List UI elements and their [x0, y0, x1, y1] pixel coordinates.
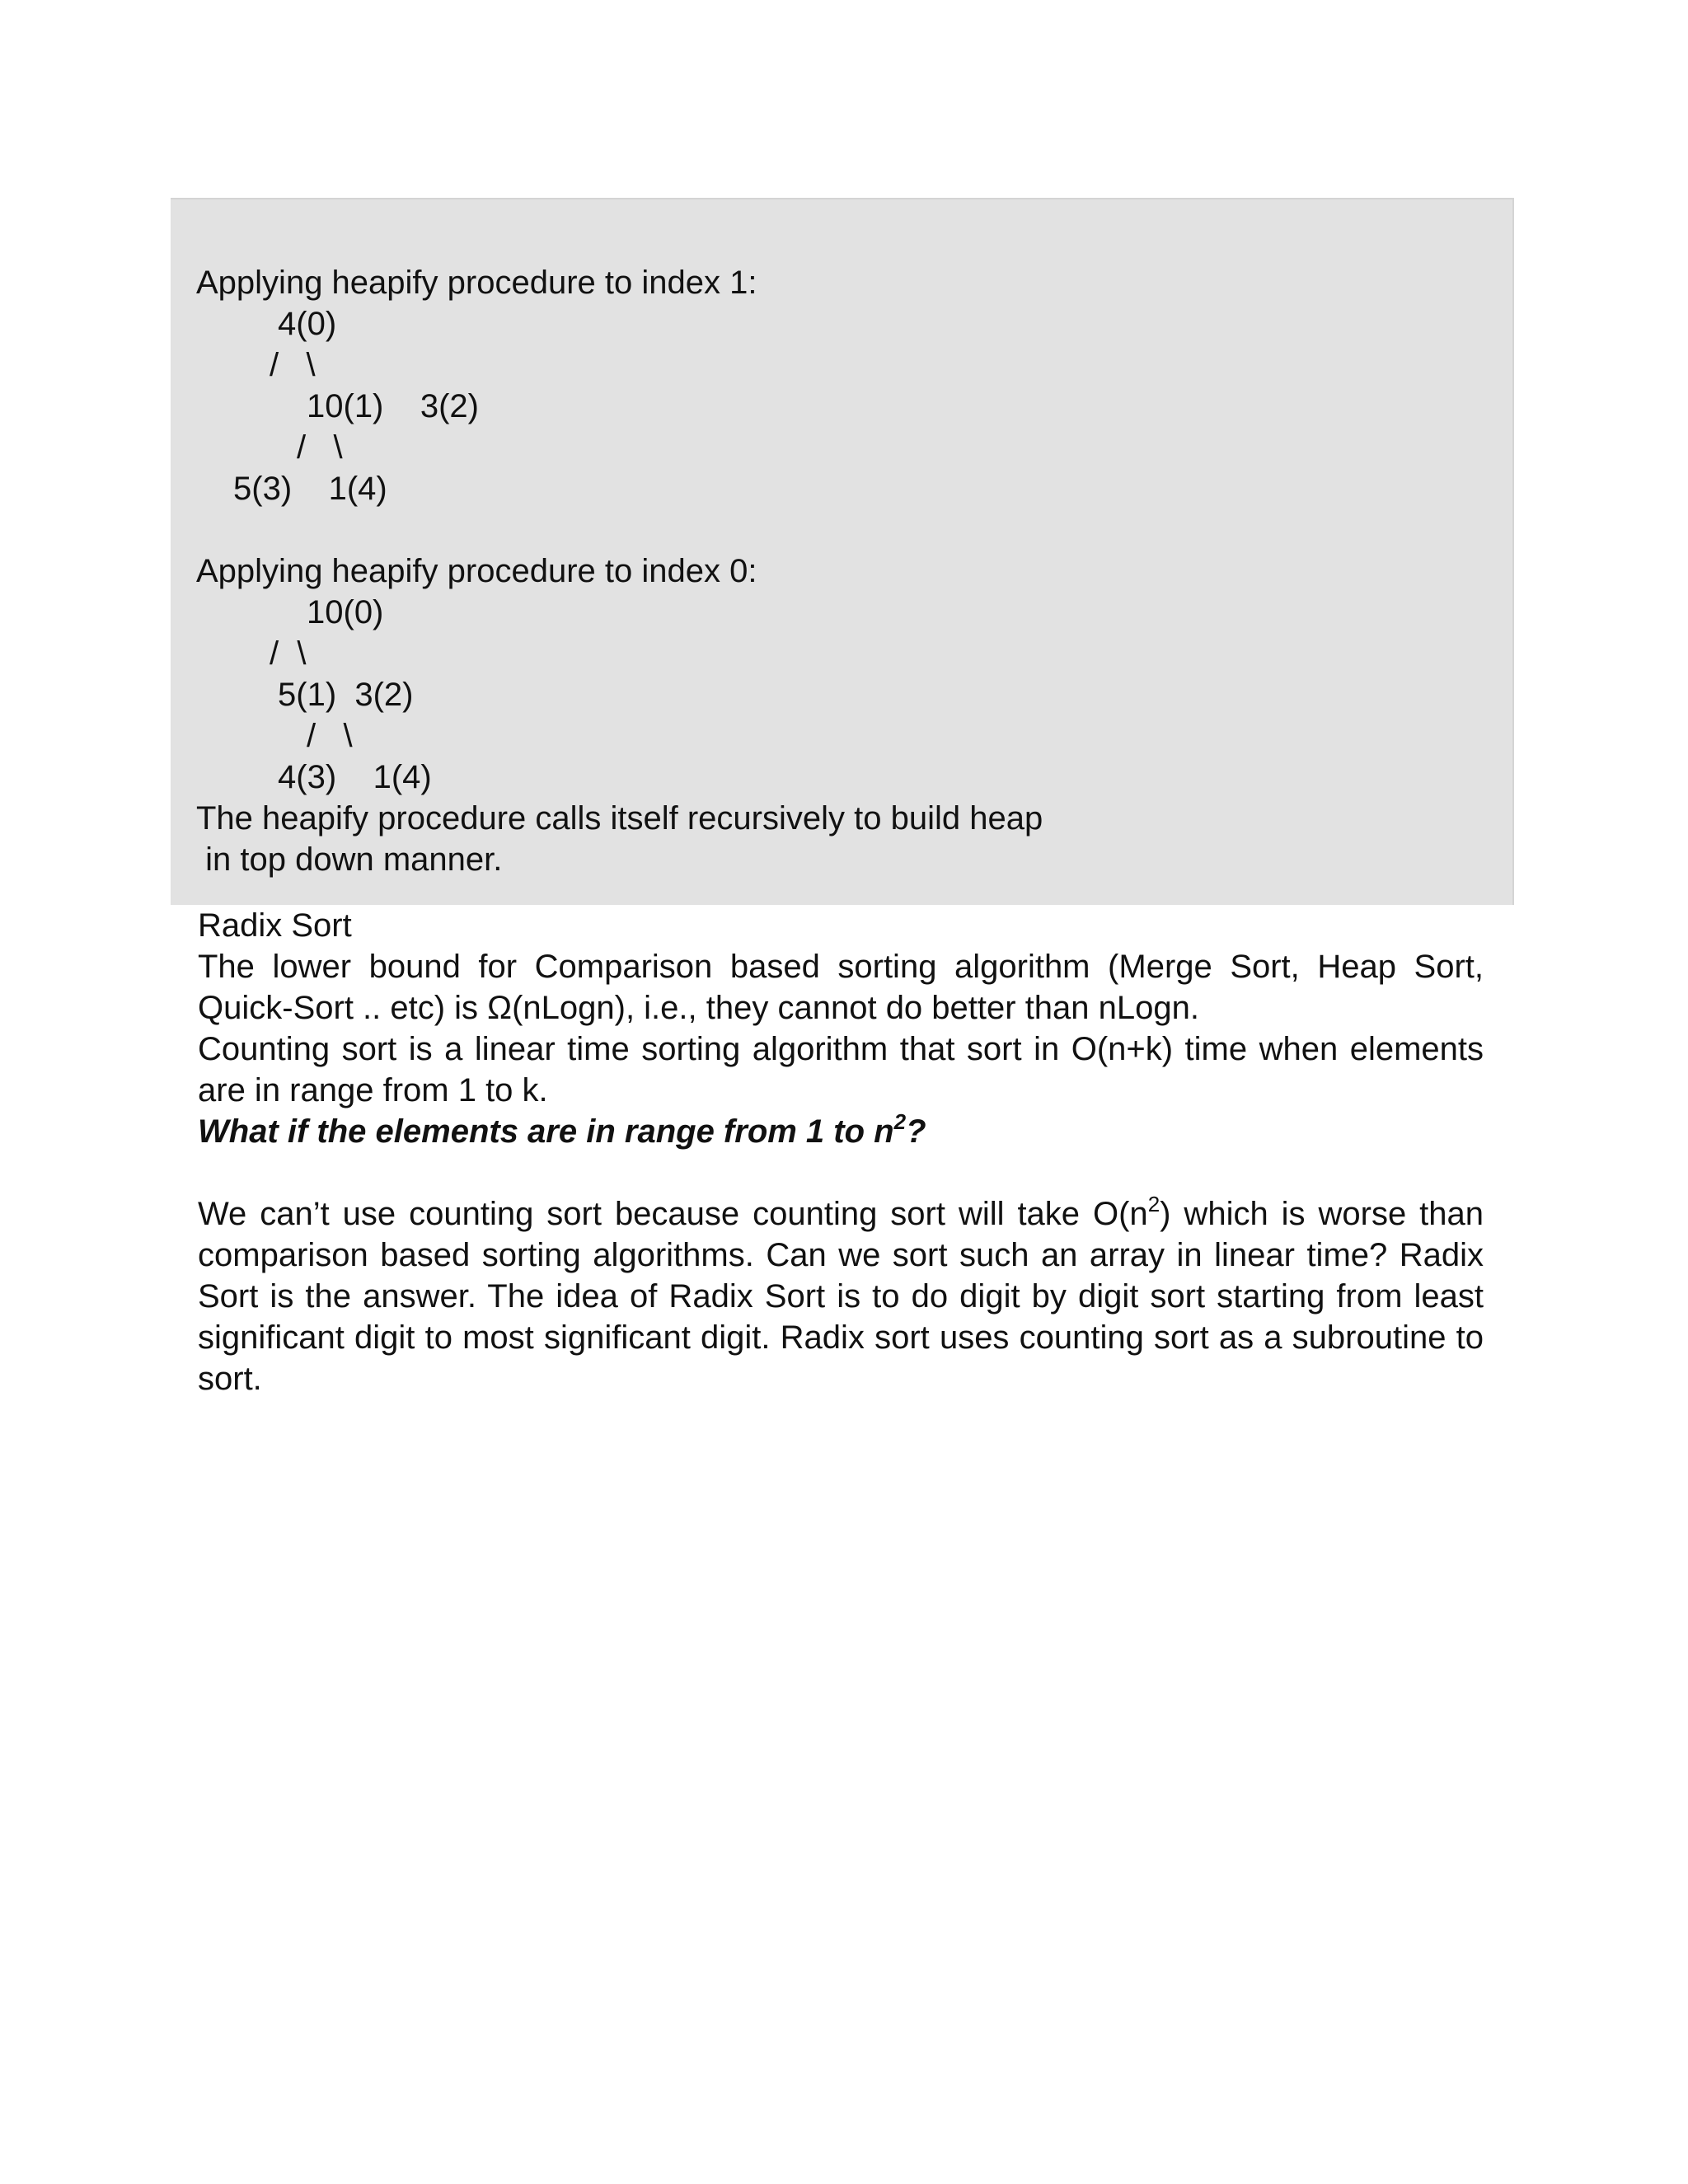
radix-question-mark: ?: [906, 1113, 926, 1150]
heap1-root-node: 4(0): [278, 306, 337, 342]
radix-question-exponent: 2: [893, 1109, 907, 1134]
heap1-level2-nodes: 5(3) 1(4): [233, 471, 387, 507]
heap2-root-node: 10(0): [307, 594, 384, 630]
heap2-branch-bottom: / \: [307, 718, 353, 754]
radix-question-text: What if the elements are in range from 1 to n: [198, 1113, 894, 1150]
heap1-branch-bottom: / \: [297, 429, 343, 466]
heapify-step1-title: Applying heapify procedure to index 1:: [196, 265, 757, 301]
heap2-level2-nodes: 4(3) 1(4): [278, 759, 432, 795]
radix-explanation-exponent: 2: [1147, 1192, 1160, 1216]
heapify-note-line1: The heapify procedure calls itself recursively to build heap: [196, 800, 1043, 837]
radix-question: [198, 1111, 926, 1152]
heap2-branch-top: / \: [270, 635, 307, 672]
heapify-note-line2: in top down manner.: [196, 841, 503, 878]
heap1-branch-top: / \: [270, 347, 316, 383]
radix-explanation-part1: We can’t use counting sort because counting sort will take O(n: [198, 1196, 1148, 1232]
radix-paragraph-lower-bound: The lower bound for Comparison based sorting algorithm (Merge Sort, Heap Sort, Quick-Sort .. etc) is Ω(nLogn), i.e., they cannot do better than nLogn.: [198, 949, 1484, 1026]
heapify-step2-title: Applying heapify procedure to index 0:: [196, 553, 757, 589]
heap2-level1-nodes: 5(1) 3(2): [278, 677, 414, 713]
radix-paragraph-counting-sort: Counting sort is a linear time sorting algorithm that sort in O(n+k) time when elements are in range from 1 to k.: [198, 1031, 1484, 1108]
radix-paragraph-explanation: [198, 1193, 1484, 1399]
heap1-level1-nodes: 10(1) 3(2): [307, 388, 479, 424]
radix-sort-heading: Radix Sort: [198, 907, 352, 944]
radix-explanation-part2: ) which is worse than comparison based sorting algorithms. Can we sort such an array in linear time? Radix Sort is the answer. The idea of Radix Sort is to do digit by digit sort starting from least significant digit to most significant digit. Radix sort uses counting sort as a subroutine to sort.: [198, 1196, 1484, 1397]
